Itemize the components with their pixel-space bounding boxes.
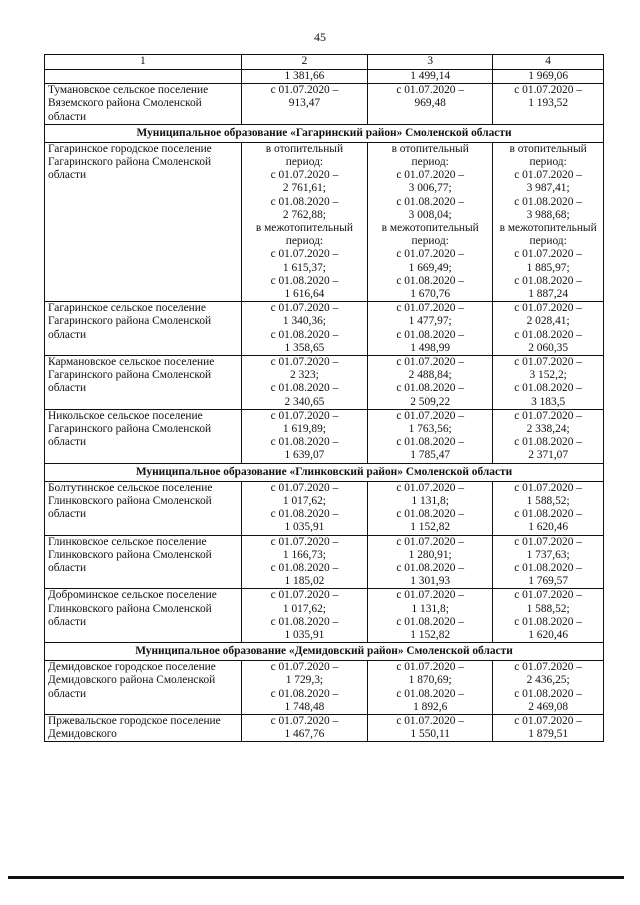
- settlement-name-cell: Болтутинское сельское поселение Глинковского района Смоленской области: [45, 481, 242, 535]
- column-header: 4: [493, 55, 604, 70]
- settlement-name-cell: Глинковское сельское поселение Глинковского района Смоленской области: [45, 535, 242, 589]
- tariff-cell: с 01.07.2020 – 913,47: [241, 84, 367, 125]
- table-row: [45, 302, 604, 356]
- tariff-cell: с 01.07.2020 – 2 436,25; с 01.08.2020 – 2 469,08: [493, 661, 604, 715]
- table-row: [45, 535, 604, 589]
- settlement-name-cell: Доброминское сельское поселение Глинковского района Смоленской области: [45, 589, 242, 643]
- tariff-cell: с 01.07.2020 – 1 477,97; с 01.08.2020 – 1 498,99: [368, 302, 493, 356]
- tariff-cell: с 01.07.2020 – 2 338,24; с 01.08.2020 – 2 371,07: [493, 409, 604, 463]
- tariff-cell: с 01.07.2020 – 1 737,63; с 01.08.2020 – 1 769,57: [493, 535, 604, 589]
- settlement-name-cell: Гагаринское городское поселение Гагаринского района Смоленской области: [45, 142, 242, 301]
- tariff-cell: с 01.07.2020 – 1 870,69; с 01.08.2020 – 1 892,6: [368, 661, 493, 715]
- tariff-cell: в отопительный период: с 01.07.2020 – 2 761,61; с 01.08.2020 – 2 762,88; в межотопительный период: с 01.07.2020 – 1 615,37; с 01.08.2020 – 1 616,64: [241, 142, 367, 301]
- tariff-cell: с 01.07.2020 – 1 166,73; с 01.08.2020 – 1 185,02: [241, 535, 367, 589]
- settlement-name-cell: Никольское сельское поселение Гагаринского района Смоленской области: [45, 409, 242, 463]
- section-title: Муниципальное образование «Демидовский район» Смоленской области: [45, 643, 604, 661]
- section-title: Муниципальное образование «Гагаринский район» Смоленской области: [45, 124, 604, 142]
- settlement-name-cell: Пржевальское городское поселение Демидовского: [45, 714, 242, 741]
- tariff-cell: с 01.07.2020 – 1 017,62; с 01.08.2020 – 1 035,91: [241, 589, 367, 643]
- tariff-cell: с 01.07.2020 – 1 619,89; с 01.08.2020 – 1 639,07: [241, 409, 367, 463]
- tariff-cell: с 01.07.2020 – 3 152,2; с 01.08.2020 – 3 183,5: [493, 356, 604, 410]
- tariff-cell: с 01.07.2020 – 2 028,41; с 01.08.2020 – 2 060,35: [493, 302, 604, 356]
- tariff-cell: с 01.07.2020 – 1 280,91; с 01.08.2020 – 1 301,93: [368, 535, 493, 589]
- table-row: [45, 356, 604, 410]
- column-header: 3: [368, 55, 493, 70]
- table-row: [45, 409, 604, 463]
- tariff-cell: с 01.07.2020 – 1 193,52: [493, 84, 604, 125]
- table-row: [45, 142, 604, 301]
- tariff-cell: с 01.07.2020 – 2 488,84; с 01.08.2020 – 2 509,22: [368, 356, 493, 410]
- settlement-name-cell: [45, 70, 242, 84]
- section-row: [45, 643, 604, 661]
- table-row: [45, 661, 604, 715]
- tariff-cell: с 01.07.2020 – 1 340,36; с 01.08.2020 – 1 358,65: [241, 302, 367, 356]
- table-row: [45, 589, 604, 643]
- tariff-cell: 1 381,66: [241, 70, 367, 84]
- tariff-cell: 1 969,06: [493, 70, 604, 84]
- tariff-cell: в отопительный период: с 01.07.2020 – 3 987,41; с 01.08.2020 – 3 988,68; в межотопительный период: с 01.07.2020 – 1 885,97; с 01.08.2020 – 1 887,24: [493, 142, 604, 301]
- tariff-cell: с 01.07.2020 – 1 588,52; с 01.08.2020 – 1 620,46: [493, 481, 604, 535]
- tariff-table: [44, 54, 604, 742]
- table-row: [45, 70, 604, 84]
- bottom-rule: [8, 876, 624, 879]
- tariff-cell: с 01.07.2020 – 1 763,56; с 01.08.2020 – 1 785,47: [368, 409, 493, 463]
- tariff-cell: с 01.07.2020 – 969,48: [368, 84, 493, 125]
- page-number: 45: [314, 30, 326, 44]
- column-header: 2: [241, 55, 367, 70]
- settlement-name-cell: Кармановское сельское поселение Гагаринского района Смоленской области: [45, 356, 242, 410]
- tariff-cell: с 01.07.2020 – 1 131,8; с 01.08.2020 – 1 152,82: [368, 481, 493, 535]
- tariff-cell: 1 499,14: [368, 70, 493, 84]
- tariff-cell: с 01.07.2020 – 1 467,76: [241, 714, 367, 741]
- section-row: [45, 124, 604, 142]
- tariff-cell: с 01.07.2020 – 1 550,11: [368, 714, 493, 741]
- table-body: [45, 70, 604, 742]
- settlement-name-cell: Гагаринское сельское поселение Гагаринского района Смоленской области: [45, 302, 242, 356]
- settlement-name-cell: Демидовское городское поселение Демидовского района Смоленской области: [45, 661, 242, 715]
- settlement-name-cell: Тумановское сельское поселение Вяземского района Смоленской области: [45, 84, 242, 125]
- tariff-cell: с 01.07.2020 – 2 323; с 01.08.2020 – 2 340,65: [241, 356, 367, 410]
- tariff-cell: в отопительный период: с 01.07.2020 – 3 006,77; с 01.08.2020 – 3 008,04; в межотопительный период: с 01.07.2020 – 1 669,49; с 01.08.2020 – 1 670,76: [368, 142, 493, 301]
- table-row: [45, 84, 604, 125]
- table-row: [45, 714, 604, 741]
- table-row: [45, 481, 604, 535]
- tariff-cell: с 01.07.2020 – 1 131,8; с 01.08.2020 – 1 152,82: [368, 589, 493, 643]
- section-title: Муниципальное образование «Глинковский район» Смоленской области: [45, 463, 604, 481]
- section-row: [45, 463, 604, 481]
- tariff-cell: с 01.07.2020 – 1 729,3; с 01.08.2020 – 1 748,48: [241, 661, 367, 715]
- tariff-cell: с 01.07.2020 – 1 588,52; с 01.08.2020 – 1 620,46: [493, 589, 604, 643]
- table-header-row: [45, 55, 604, 70]
- tariff-cell: с 01.07.2020 – 1 879,51: [493, 714, 604, 741]
- column-header: 1: [45, 55, 242, 70]
- tariff-cell: с 01.07.2020 – 1 017,62; с 01.08.2020 – 1 035,91: [241, 481, 367, 535]
